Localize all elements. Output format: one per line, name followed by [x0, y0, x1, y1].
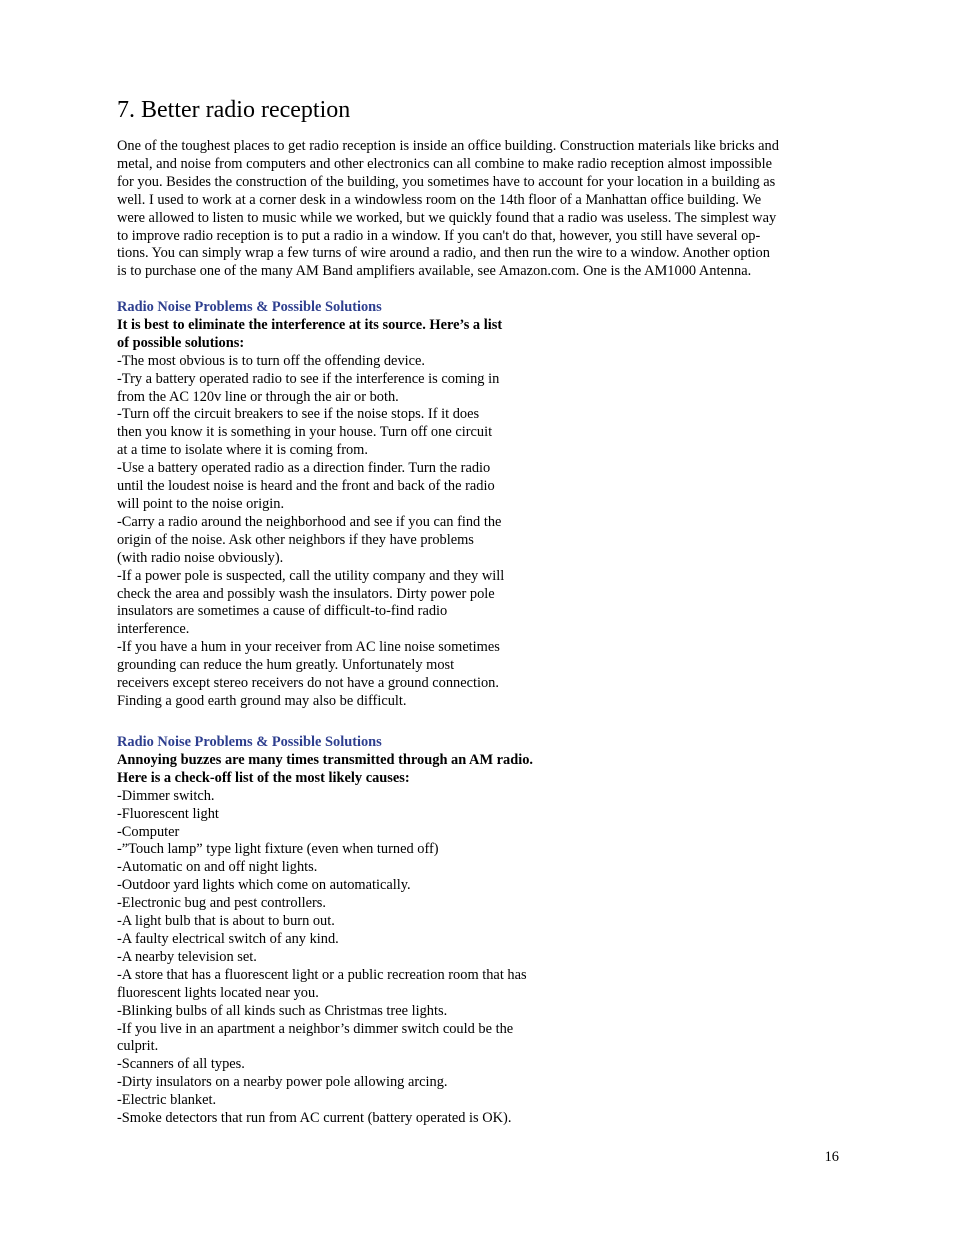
solution-line: insulators are sometimes a cause of difficult-to-find radio	[117, 603, 448, 620]
intro-paragraph	[117, 138, 839, 281]
cause-line: -A store that has a fluorescent light or a public recreation room that has	[117, 966, 527, 983]
solution-line: -Carry a radio around the neighborhood and see if you can find the	[117, 513, 502, 530]
cause-line: -Dimmer switch.	[117, 787, 215, 804]
cause-line: -Computer	[117, 823, 180, 840]
solution-line: receivers except stereo receivers do not have a ground connection.	[117, 675, 499, 692]
cause-line: -Fluorescent light	[117, 805, 219, 822]
section-lead-line: Annoying buzzes are many times transmitted through an AM radio.	[117, 751, 534, 768]
solution-line: -Try a battery operated radio to see if the interference is coming in	[117, 370, 500, 387]
solution-line: then you know it is something in your house. Turn off one circuit	[117, 424, 493, 441]
section-lead-line: Here is a check-off list of the most likely causes:	[117, 769, 410, 786]
intro-line: to improve radio reception is to put a radio in a window. If you can't do that, however, you still have several op-	[117, 227, 761, 244]
section-title: Radio Noise Problems & Possible Solutions	[117, 299, 382, 315]
solution-line: Finding a good earth ground may also be difficult.	[117, 692, 407, 709]
page-number: 16	[824, 1149, 839, 1165]
intro-line: is to purchase one of the many AM Band amplifiers available, see Amazon.com. One is the AM1000 Antenna.	[117, 263, 752, 280]
solution-line: from the AC 120v line or through the air or both.	[117, 388, 399, 405]
section-title: Radio Noise Problems & Possible Solutions	[117, 734, 382, 750]
solutions-section	[117, 299, 839, 711]
solution-line: -If a power pole is suspected, call the utility company and they will	[117, 567, 505, 584]
cause-line: -Electronic bug and pest controllers.	[117, 895, 326, 912]
cause-line: -Outdoor yard lights which come on automatically.	[117, 877, 411, 894]
cause-line: culprit.	[117, 1038, 159, 1055]
cause-line: -If you live in an apartment a neighbor’s dimmer switch could be the	[117, 1020, 514, 1037]
cause-line: -Blinking bulbs of all kinds such as Christmas tree lights.	[117, 1002, 448, 1019]
solution-line: interference.	[117, 621, 190, 638]
intro-line: metal, and noise from computers and other electronics can all combine to make radio reception almost impossible	[117, 155, 772, 172]
intro-line: were allowed to listen to music while we worked, but we quickly found that a radio was useless. The simplest way	[117, 209, 777, 226]
document-page	[117, 0, 839, 1235]
cause-line: -A light bulb that is about to burn out.	[117, 913, 335, 930]
cause-line: -A faulty electrical switch of any kind.	[117, 930, 339, 947]
solution-line: -If you have a hum in your receiver from AC line noise sometimes	[117, 639, 500, 656]
solution-line: origin of the noise. Ask other neighbors if they have problems	[117, 531, 474, 548]
cause-line: fluorescent lights located near you.	[117, 984, 319, 1001]
causes-section	[117, 734, 839, 1128]
cause-line: -Electric blanket.	[117, 1092, 217, 1109]
intro-line: tions. You can simply wrap a few turns of wire around a radio, and then run the wire to a window. Another option	[117, 245, 770, 262]
solution-line: will point to the noise origin.	[117, 495, 285, 512]
cause-line: -Smoke detectors that run from AC current (battery operated is OK).	[117, 1110, 512, 1127]
section-lead-line: It is best to eliminate the interference at its source. Here’s a list	[117, 316, 503, 333]
page-heading: 7. Better radio reception	[117, 97, 351, 123]
solution-line: check the area and possibly wash the insulators. Dirty power pole	[117, 585, 495, 602]
section-lead-line: of possible solutions:	[117, 334, 245, 351]
solution-line: grounding can reduce the hum greatly. Unfortunately most	[117, 657, 455, 674]
solution-line: until the loudest noise is heard and the front and back of the radio	[117, 478, 495, 495]
solution-line: -Turn off the circuit breakers to see if the noise stops. If it does	[117, 406, 480, 423]
intro-line: well. I used to work at a corner desk in a windowless room on the 14th floor of a Manhattan office building. We	[117, 191, 762, 208]
solution-line: -The most obvious is to turn off the offending device.	[117, 352, 426, 369]
cause-line: -Dirty insulators on a nearby power pole allowing arcing.	[117, 1074, 448, 1091]
solution-line: -Use a battery operated radio as a direction finder. Turn the radio	[117, 460, 491, 477]
intro-line: One of the toughest places to get radio reception is inside an office building. Construction materials like bricks and	[117, 138, 779, 154]
cause-line: -Automatic on and off night lights.	[117, 859, 318, 876]
cause-line: -A nearby television set.	[117, 948, 257, 965]
cause-line: -”Touch lamp” type light fixture (even when turned off)	[117, 841, 439, 858]
solution-line: (with radio noise obviously).	[117, 549, 284, 566]
cause-line: -Scanners of all types.	[117, 1056, 245, 1073]
intro-line: for you. Besides the construction of the building, you sometimes have to account for your location in a building as	[117, 173, 776, 190]
solution-line: at a time to isolate where it is coming from.	[117, 442, 368, 459]
